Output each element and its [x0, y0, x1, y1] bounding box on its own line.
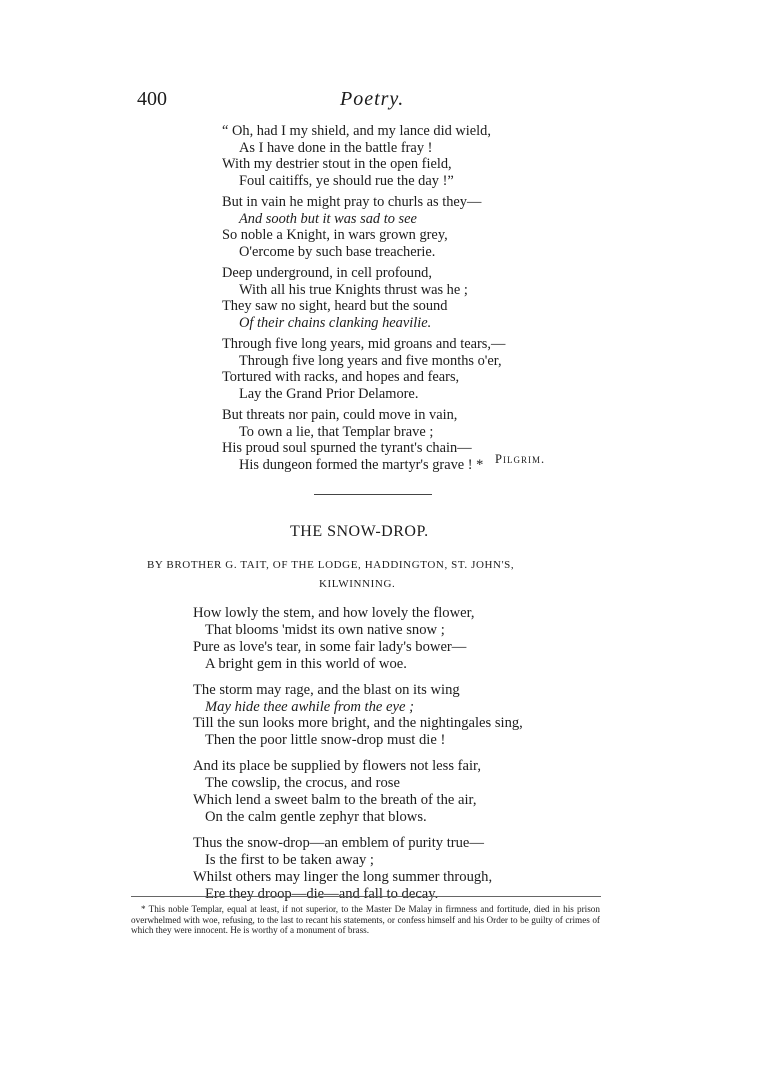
poem-line: O'ercome by such base treacherie.	[239, 243, 436, 260]
poem-line: His dungeon formed the martyr's grave ! *	[239, 456, 484, 473]
poem-line: On the calm gentle zephyr that blows.	[205, 808, 427, 825]
poem-line: Through five long years and five months o'er,	[239, 352, 502, 369]
footnote: * This noble Templar, equal at least, if not superior, to the Master De Malay in firmness and fortitude, died in his prison overwhelmed with woe, refusing, to the last to recant his statements, or confess himself and his Order to be guilty of crimes of which they were innocent. He is worthy of a monument of brass.	[131, 904, 600, 935]
poem-line: May hide thee awhile from the eye ;	[205, 698, 414, 715]
poem-line: The cowslip, the crocus, and rose	[205, 775, 400, 792]
poem-line: Of their chains clanking heavilie.	[239, 314, 432, 331]
poem-line: Through five long years, mid groans and tears,—	[222, 336, 506, 352]
poem-title: THE SNOW-DROP.	[290, 523, 429, 540]
poem-line: Tortured with racks, and hopes and fears,	[222, 369, 460, 385]
poem-line: Pure as love's tear, in some fair lady's bower—	[193, 638, 467, 655]
section-divider	[314, 494, 432, 495]
poem-line: How lowly the stem, and how lovely the flower,	[193, 605, 475, 621]
stanza	[193, 835, 593, 903]
poem-line: So noble a Knight, in wars grown grey,	[222, 227, 448, 243]
poem-line: Lay the Grand Prior Delamore.	[239, 385, 419, 402]
stanza	[222, 265, 562, 331]
poem-line: Whilst others may linger the long summer through,	[193, 868, 493, 885]
poem-line: And sooth but it was sad to see	[239, 210, 417, 227]
poem-line: But in vain he might pray to churls as they—	[222, 194, 482, 210]
poem-line: Ere they droop—die—and fall to decay.	[205, 885, 439, 902]
stanza	[222, 336, 562, 402]
footnote-divider	[131, 896, 601, 897]
poem-snow-drop	[193, 605, 593, 912]
poem-line: “ Oh, had I my shield, and my lance did wield,	[222, 123, 491, 139]
poem-line: To own a lie, that Templar brave ;	[239, 423, 434, 440]
poem-line: Is the first to be taken away ;	[205, 851, 374, 868]
poem-line: A bright gem in this world of woe.	[205, 655, 407, 672]
poem-line: Till the sun looks more bright, and the nightingales sing,	[193, 715, 523, 732]
stanza	[193, 682, 593, 750]
stanza	[222, 123, 562, 189]
poem-line: But threats nor pain, could move in vain,	[222, 407, 458, 423]
poem-byline-continued: KILWINNING.	[319, 578, 396, 590]
stanza	[193, 758, 593, 826]
running-head: Poetry.	[340, 88, 405, 110]
stanza	[193, 605, 593, 673]
poem-line: Thus the snow-drop—an emblem of purity true—	[193, 834, 485, 851]
page-number: 400	[137, 88, 167, 110]
poem-signature: Pilgrim.	[495, 452, 546, 466]
poem-line: That blooms 'midst its own native snow ;	[205, 621, 445, 638]
poem-line: With my destrier stout in the open field,	[222, 156, 452, 172]
poem-line: Which lend a sweet balm to the breath of the air,	[193, 792, 477, 809]
poem-line: Deep underground, in cell profound,	[222, 265, 432, 281]
poem-line: Then the poor little snow-drop must die !	[205, 732, 446, 749]
poem-line: Foul caitiffs, ye should rue the day !”	[239, 172, 454, 189]
poem-line: They saw no sight, heard but the sound	[222, 298, 448, 314]
poem-pilgrim	[222, 123, 562, 478]
poem-line: The storm may rage, and the blast on its wing	[193, 681, 460, 698]
poem-line: And its place be supplied by flowers not less fair,	[193, 758, 481, 775]
poem-line: As I have done in the battle fray !	[239, 139, 433, 156]
poem-line: His proud soul spurned the tyrant's chain—	[222, 440, 472, 456]
stanza	[222, 194, 562, 260]
poem-line: With all his true Knights thrust was he ;	[239, 281, 468, 298]
poem-byline: BY BROTHER G. TAIT, OF THE LODGE, HADDINGTON, ST. JOHN'S,	[147, 559, 515, 571]
